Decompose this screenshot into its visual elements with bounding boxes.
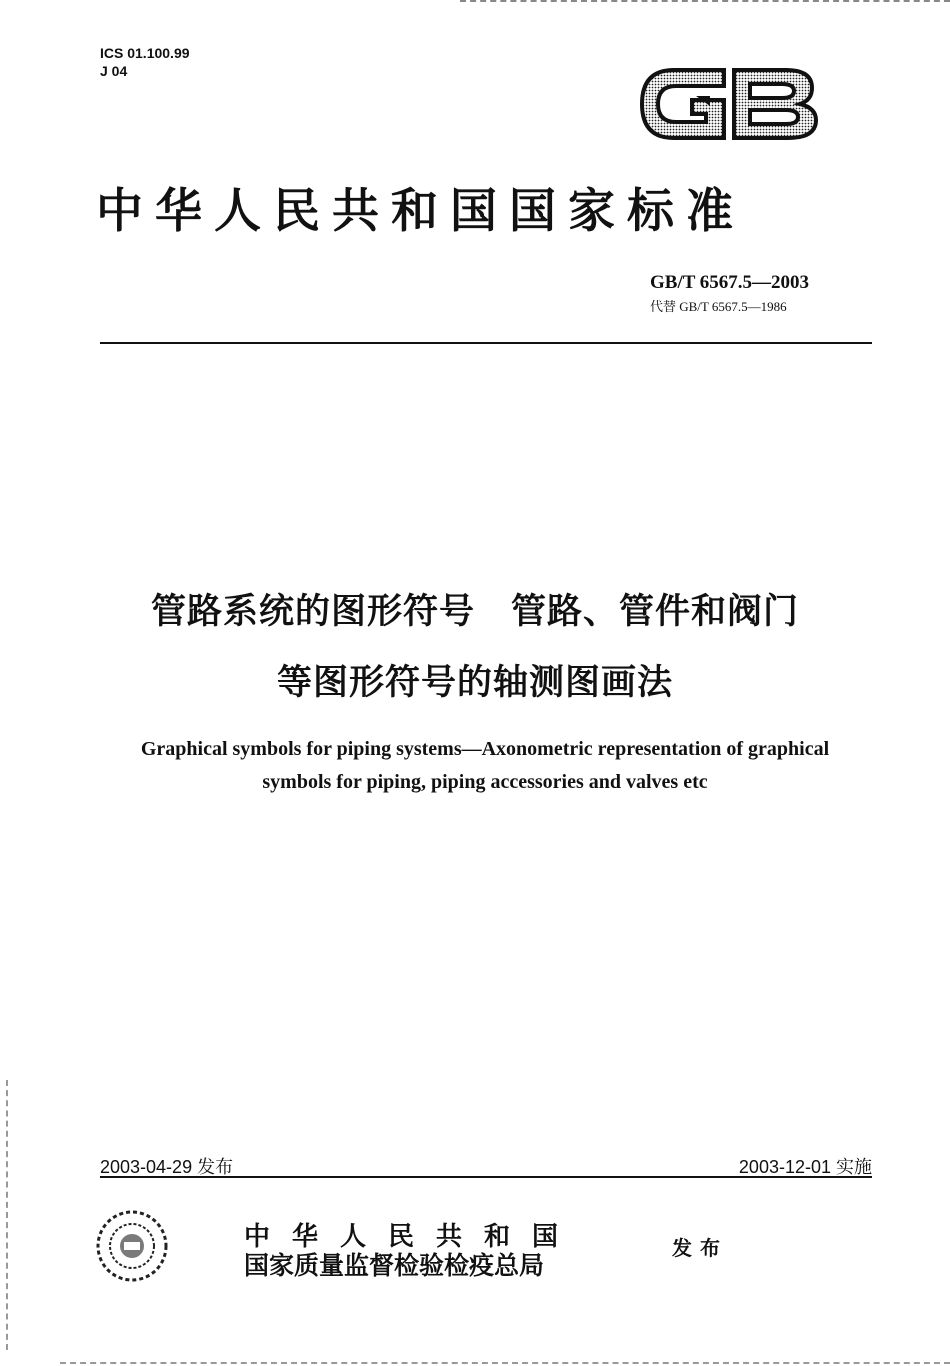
header-divider	[100, 342, 872, 344]
official-seal-icon	[94, 1208, 170, 1284]
replaced-standard: 代替 GB/T 6567.5—1986	[650, 299, 787, 314]
publish-label: 发布	[672, 1236, 728, 1260]
national-standard-heading: 中华人民共和国国家标准	[96, 184, 745, 239]
ccs-code: J 04	[100, 63, 128, 79]
issuer-line-1: 中华人民共和国	[244, 1222, 581, 1252]
title-chinese-line-1: 管路系统的图形符号 管路、管件和阀门	[150, 592, 799, 632]
scan-artifact-top	[460, 0, 950, 4]
issuer-line-2: 国家质量监督检验检疫总局	[244, 1251, 545, 1280]
footer-divider	[100, 1176, 872, 1178]
issue-date: 2003-04-29 发布	[100, 1157, 234, 1177]
title-chinese-line-2: 等图形符号的轴测图画法	[276, 663, 673, 703]
classification-codes	[100, 44, 190, 80]
scan-artifact-left	[6, 1080, 10, 1350]
title-english-line-2: symbols for piping, piping accessories and valves etc	[262, 771, 708, 793]
scan-artifact-bottom	[60, 1362, 950, 1366]
title-english-line-1: Graphical symbols for piping systems—Axonometric representation of graphical	[140, 738, 830, 760]
ics-code: ICS 01.100.99	[100, 45, 190, 61]
standard-number: GB/T 6567.5—2003	[650, 272, 810, 293]
gb-logo	[636, 56, 822, 152]
implementation-date: 2003-12-01 实施	[738, 1157, 872, 1177]
